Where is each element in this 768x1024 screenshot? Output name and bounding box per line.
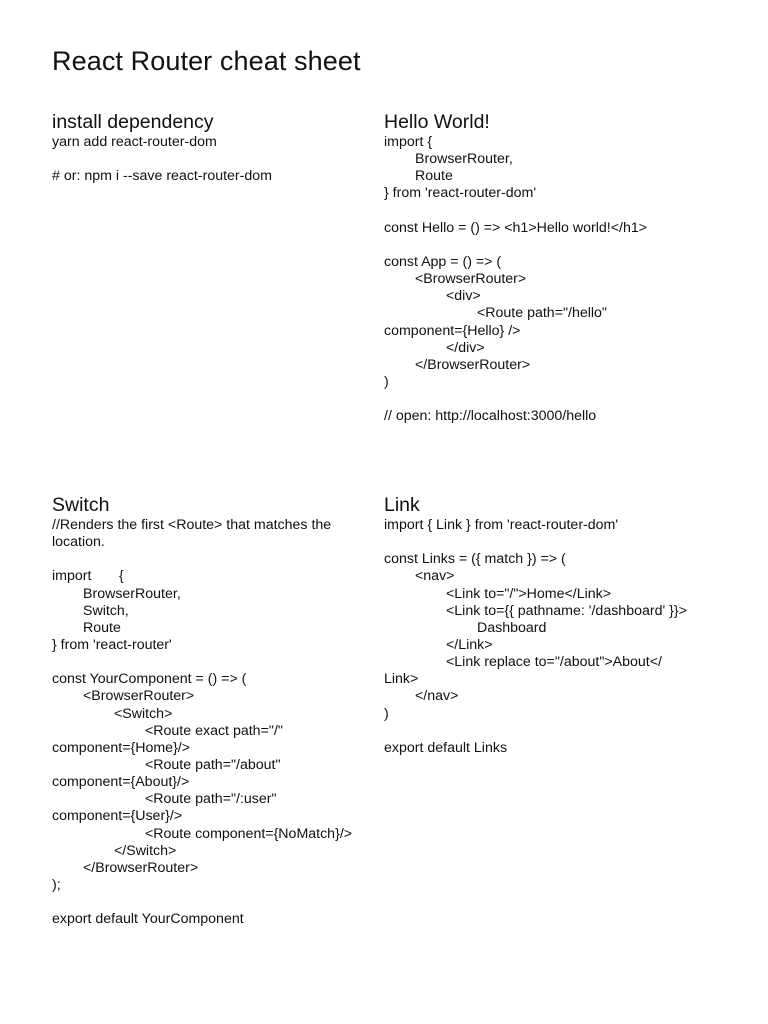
code-line: </BrowserRouter>: [415, 356, 531, 373]
code-line: //Renders the first <Route> that matches the: [52, 517, 332, 533]
code-line: [384, 723, 687, 740]
code-line: const App = () => (: [384, 253, 502, 270]
code-line: } from 'react-router-dom': [384, 185, 537, 202]
code-line: component={Hello} />: [384, 322, 521, 339]
code-line: // open: http://localhost:3000/hello: [384, 408, 597, 425]
code-line: <Route path="/about": [145, 756, 281, 773]
code-line: component={About}/>: [52, 774, 190, 791]
code-line: location.: [52, 534, 105, 551]
section-install-dependency: [52, 110, 272, 185]
code-line: import { Link } from 'react-router-dom': [384, 517, 619, 533]
section-hello-world: [384, 110, 647, 425]
code-line: </BrowserRouter>: [83, 859, 199, 876]
section-heading: install dependency: [52, 111, 214, 133]
text-line: [52, 151, 272, 168]
code-line: </Switch>: [114, 842, 177, 859]
code-line: <Route component={NoMatch}/>: [145, 825, 353, 842]
code-line: [384, 534, 687, 551]
code-line: <Route path="/hello": [477, 305, 607, 322]
code-line: <nav>: [415, 568, 455, 585]
page-title: React Router cheat sheet: [52, 46, 361, 76]
code-line: export default Links: [384, 739, 508, 756]
code-line: BrowserRouter,: [415, 151, 513, 168]
text-line: # or: npm i --save react-router-dom: [52, 168, 272, 185]
code-line: </div>: [446, 339, 485, 356]
code-line: );: [52, 876, 61, 893]
code-line: BrowserRouter,: [83, 585, 181, 602]
code-line: const Links = ({ match }) => (: [384, 551, 566, 568]
code-line: [384, 237, 647, 254]
section-link: [384, 493, 687, 757]
code-line: ): [384, 373, 389, 390]
section-heading: Link: [384, 494, 420, 516]
section-heading: Switch: [52, 494, 110, 516]
code-line: Route: [415, 168, 453, 185]
code-line: export default YourComponent: [52, 911, 244, 928]
code-line: import {: [384, 134, 433, 150]
code-line: const YourComponent = () => (: [52, 671, 247, 688]
text-line: yarn add react-router-dom: [52, 134, 217, 150]
code-line: [52, 894, 352, 911]
code-line: component={User}/>: [52, 808, 183, 825]
code-line: <Route exact path="/": [145, 722, 283, 739]
section-switch: [52, 493, 352, 928]
code-line: const Hello = () => <h1>Hello world!</h1>: [384, 219, 648, 236]
code-line: [52, 654, 352, 671]
code-line: Switch,: [83, 602, 129, 619]
code-line: Route: [83, 619, 121, 636]
code-line: <Route path="/:user": [145, 791, 277, 808]
code-line: </Link>: [446, 636, 493, 653]
code-line: [384, 391, 647, 408]
code-line: [384, 203, 647, 220]
section-heading: Hello World!: [384, 111, 490, 133]
code-line: } from 'react-router': [52, 636, 172, 653]
code-line: <Link replace to="/about">About</: [446, 654, 662, 671]
code-line: </nav>: [415, 688, 459, 705]
code-line: ): [384, 705, 389, 722]
code-line: <BrowserRouter>: [83, 688, 195, 705]
code-line: <Switch>: [114, 705, 173, 722]
code-line: import {: [52, 568, 124, 585]
code-line: Dashboard: [477, 619, 547, 636]
code-line: <Link to="/">Home</Link>: [446, 585, 612, 602]
code-line: <BrowserRouter>: [415, 271, 527, 288]
code-line: Link>: [384, 671, 419, 688]
code-line: [52, 551, 352, 568]
code-line: <div>: [446, 288, 481, 305]
code-line: <Link to={{ pathname: '/dashboard' }}>: [446, 602, 687, 619]
code-line: component={Home}/>: [52, 739, 191, 756]
